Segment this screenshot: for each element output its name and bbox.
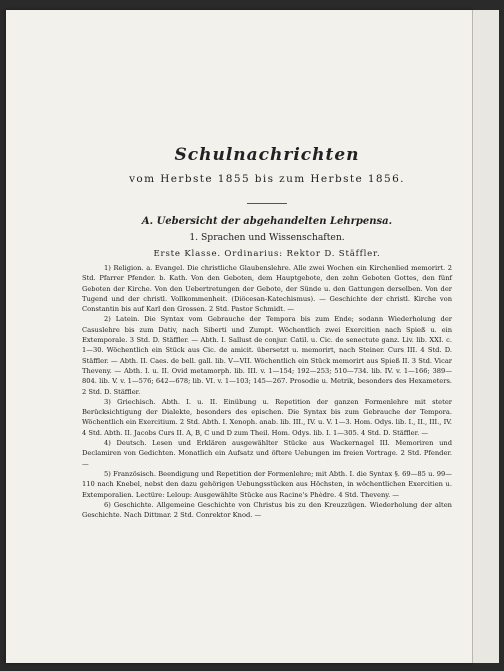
divider bbox=[247, 203, 287, 204]
class-heading: Erste Klasse. Ordinarius: Rektor D. Stäffler. bbox=[153, 249, 381, 259]
page-content bbox=[82, 145, 452, 520]
book-page bbox=[6, 10, 472, 663]
paragraph-franzoesisch: 5) Französisch. Beendigung und Repetition der Formenlehre; mit Abth. I. die Syntax §. 69—85 u. 99—110 nach Knebel, nebst den dazu gehörigen Uebungsstücken aus Höchsten, in wöchentlichen Exercitien u. Extemporalien. Lectüre: Leloup: Ausgewählte Stücke aus Racine's Phèdre. 4 Std. Theveny. — bbox=[82, 469, 452, 499]
paragraph-geschichte: 6) Geschichte. Allgemeine Geschichte von Christus bis zu den Kreuzzügen. Wiederholung der alten Geschichte. Nach Dittmar. 2 Std. Conrektor Knod. — bbox=[82, 500, 452, 520]
adjacent-page-edge bbox=[472, 10, 499, 663]
section-heading: A. Uebersicht der abgehandelten Lehrpensa. bbox=[141, 216, 393, 227]
paragraph-griechisch: 3) Griechisch. Abth. I. u. II. Einübung u. Repetition der ganzen Formenlehre mit steter Berücksichtigung der Dialekte, besonders des epischen. Die Syntax bis zum Gebrauche der Tempora. Wöchentlich ein Exercitium. 2 Std. Abth. I. Xenoph. anab. lib. III., IV. u. V. 1—3. Hom. Odys. lib. I., II., III., IV. 4 Std. Abth. II. Jacobs Curs II. A, B, C und D zum Theil. Hom. Odys. lib. I. 1—305. 4 Std. D. Stäffler. — bbox=[82, 397, 452, 437]
paragraph-religion: 1) Religion. a. Evangel. Die christliche Glaubenslehre. Alle zwei Wochen ein Kirchenlied memorirt. 2 Std. Pfarrer Pfender. b. Kath. Von den Geboten, dem Hauptgebote, den zehn Geboten Gottes, den fünf Geboten der Kirche. Von den Uebertretungen der Gebote, der Sünde u. den Gattungen derselben. Von der Tugend und der christl. Vollkommenheit. (Diöcesan-Katechismus). — Geschichte der christl. Kirche von Constantin bis auf Karl den Grossen. 2 Std. Pastor Schmidt. — bbox=[82, 264, 452, 314]
paragraph-latein: 2) Latein. Die Syntax vom Gebrauche der Tempora bis zum Ende; sodann Wiederholung der Casuslehre bis zum Dativ, nach Siberti und Zumpt. Wöchentlich zwei Exercitien nach Spieß u. ein Extemporale. 3 Std. D. Stäffler. — Abth. I. Sallust de conjur. Catil. u. Cic. de senectute ganz. Liv. lib. XXI. c. 1—30. Wöchentlich ein Stück aus Cic. de amicit. übersetzt u. memorirt, nach Steiner. Curs III. 4 Std. D. Stäffler. — Abth. II. Caes. de bell. gall. lib. V—VII. Wöchentlich ein Stück memorirt aus Spieß II. 3 Std. Vicar Theveny. — Abth. I. u. II. Ovid metamorph. lib. III. v. 1—154; 192—253; 510—734. lib. IV. v. 1—166; 389—804. lib. V. v. 1—576; 642—678; lib. VI. v. 1—103; 145—267. Prosodie u. Metrik, besonders des Hexameters. 2 Std. D. Stäffler. bbox=[82, 315, 452, 396]
paragraph-deutsch: 4) Deutsch. Lesen und Erklären ausgewählter Stücke aus Wackernagel III. Memoriren und Declamiren von Gedichten. Monatlich ein Aufsatz und öftere Uebungen im freien Vortrage. 2 Std. Pfender. — bbox=[82, 439, 452, 468]
page-title: Schulnachrichten bbox=[174, 145, 360, 165]
subsection-heading: 1. Sprachen und Wissenschaften. bbox=[189, 232, 345, 243]
page-subtitle: vom Herbste 1855 bis zum Herbste 1856. bbox=[129, 173, 405, 185]
